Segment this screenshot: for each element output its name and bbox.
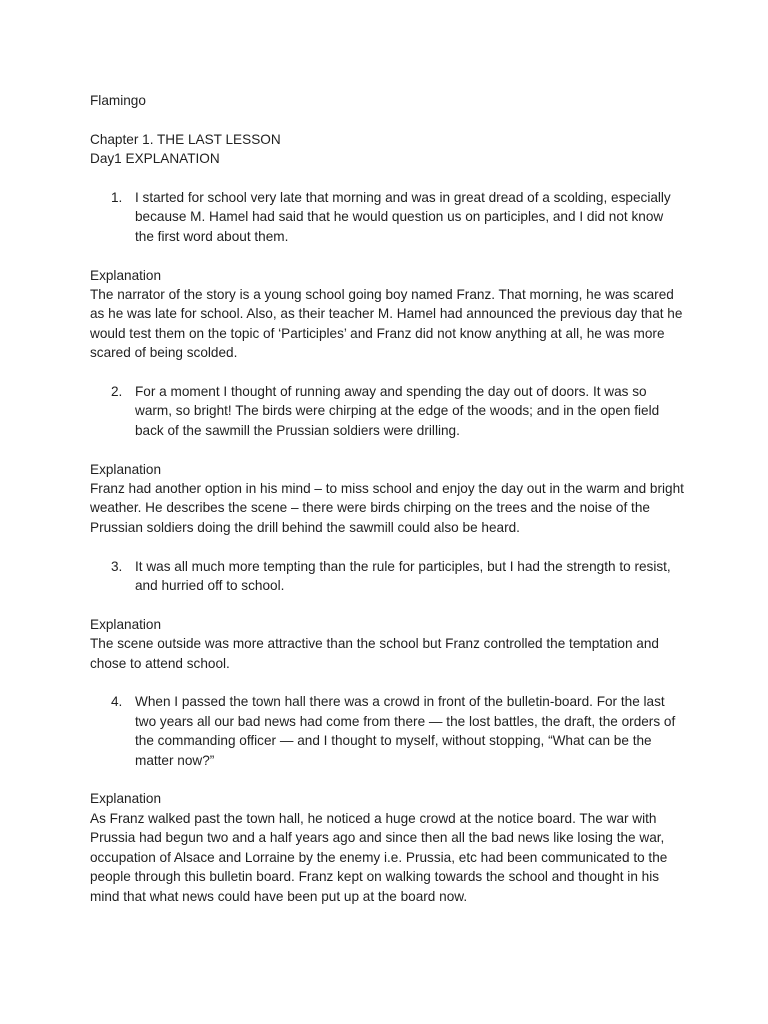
spacer [90, 770, 690, 789]
spacer [90, 363, 690, 382]
quote-item-4 [90, 692, 690, 770]
explanation-heading: Explanation [90, 791, 162, 807]
spacer [90, 440, 690, 459]
explanation-text: The narrator of the story is a young school going boy named Franz. That morning, he was scared as he was late for school. Also, as their teacher M. Hamel had announced the previous day that he would test them on the topic of ‘Participles’ and Franz did not know anything at all, he was more scared of being scolded. [90, 287, 683, 361]
spacer [90, 673, 690, 692]
spacer [90, 110, 690, 129]
chapter-title: Chapter 1. THE LAST LESSON [90, 131, 281, 147]
quote-text: For a moment I thought of running away and spending the day out of doors. It was so warm, so bright! The birds were chirping at the edge of the woods; and in the open field back of the sawmill the Prussian soldiers were drilling. [135, 384, 660, 438]
spacer [90, 169, 690, 188]
quote-text: I started for school very late that morning and was in great dread of a scolding, especially because M. Hamel had said that he would question us on participles, and I did not know the first word about them. [135, 190, 671, 244]
explanation-heading: Explanation [90, 616, 162, 632]
explanation-text: The scene outside was more attractive than the school but Franz controlled the temptation and chose to attend school. [90, 636, 659, 671]
spacer [90, 537, 690, 556]
explanation-text: As Franz walked past the town hall, he noticed a huge crowd at the notice board. The war with Prussia had begun two and a half years ago and since then all the bad news like losing the war, occupation of Alsace and Lorraine by the enemy i.e. Prussia, etc had been communicated to the people through this bulletin board. Franz kept on walking towards the school and thought in his mind that what news could have been put up at the board now. [90, 810, 668, 904]
list-number: 1. [111, 190, 123, 205]
quote-text: When I passed the town hall there was a crowd in front of the bulletin-board. For the last two years all our bad news had come from there — the lost battles, the draft, the orders of the commanding officer — and I thought to myself, without stopping, “What can be the matter now?” [135, 694, 676, 768]
spacer [90, 595, 690, 614]
list-number: 4. [111, 694, 123, 710]
explanation-text: Franz had another option in his mind – to miss school and enjoy the day out in the warm and bright weather. He describes the scene – there were birds chirping on the trees and the noise of the Prussian soldiers doing the drill behind the sawmill could also be heard. [90, 481, 684, 535]
explanation-heading: Explanation [90, 461, 162, 477]
quote-item-2 [90, 382, 690, 440]
quote-item-1 [90, 188, 690, 246]
quote-text: It was all much more tempting than the rule for participles, but I had the strength to resist, and hurried off to school. [135, 558, 671, 594]
book-title: Flamingo [90, 93, 146, 108]
explanation-heading: Explanation [90, 267, 162, 283]
list-number: 2. [111, 384, 123, 400]
spacer [90, 246, 690, 265]
document-page [90, 91, 690, 906]
quote-item-3 [90, 557, 690, 596]
day-heading: Day1 EXPLANATION [90, 151, 220, 167]
list-number: 3. [111, 558, 123, 574]
